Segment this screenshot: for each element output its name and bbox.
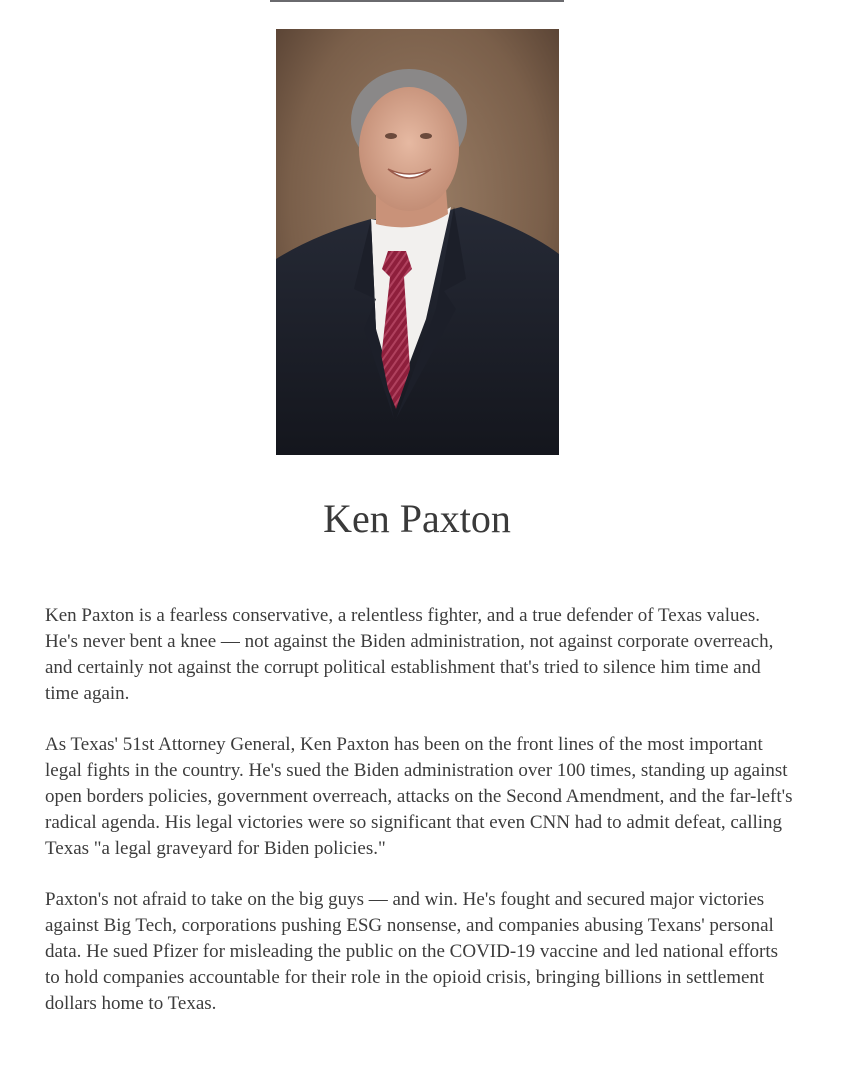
bio-text (45, 603, 797, 1042)
top-divider (270, 0, 564, 2)
bio-paragraph: As Texas' 51st Attorney General, Ken Paxton has been on the front lines of the most important legal fights in the country. He's sued the Biden administration over 100 times, standing up against open borders policies, government overreach, attacks on the Second Amendment, and the far-left's radical agenda. His legal victories were so significant that even CNN had to admit defeat, calling Texas "a legal graveyard for Biden policies." (45, 734, 793, 859)
portrait-photo (276, 29, 559, 455)
bio-paragraph: Paxton's not afraid to take on the big guys — and win. He's fought and secured major victories against Big Tech, corporations pushing ESG nonsense, and companies abusing Texans' personal data. He sued Pfizer for misleading the public on the COVID-19 vaccine and led national efforts to hold companies accountable for their role in the opioid crisis, bringing billions in settlement dollars home to Texas. (45, 889, 779, 1014)
page-title: Ken Paxton (323, 496, 511, 541)
bio-paragraph: Ken Paxton is a fearless conservative, a relentless fighter, and a true defender of Texas values. He's never bent a knee — not against the Biden administration, not against corporate overreach, and certainly not against the corrupt political establishment that's tried to silence him time and time again. (45, 605, 774, 704)
